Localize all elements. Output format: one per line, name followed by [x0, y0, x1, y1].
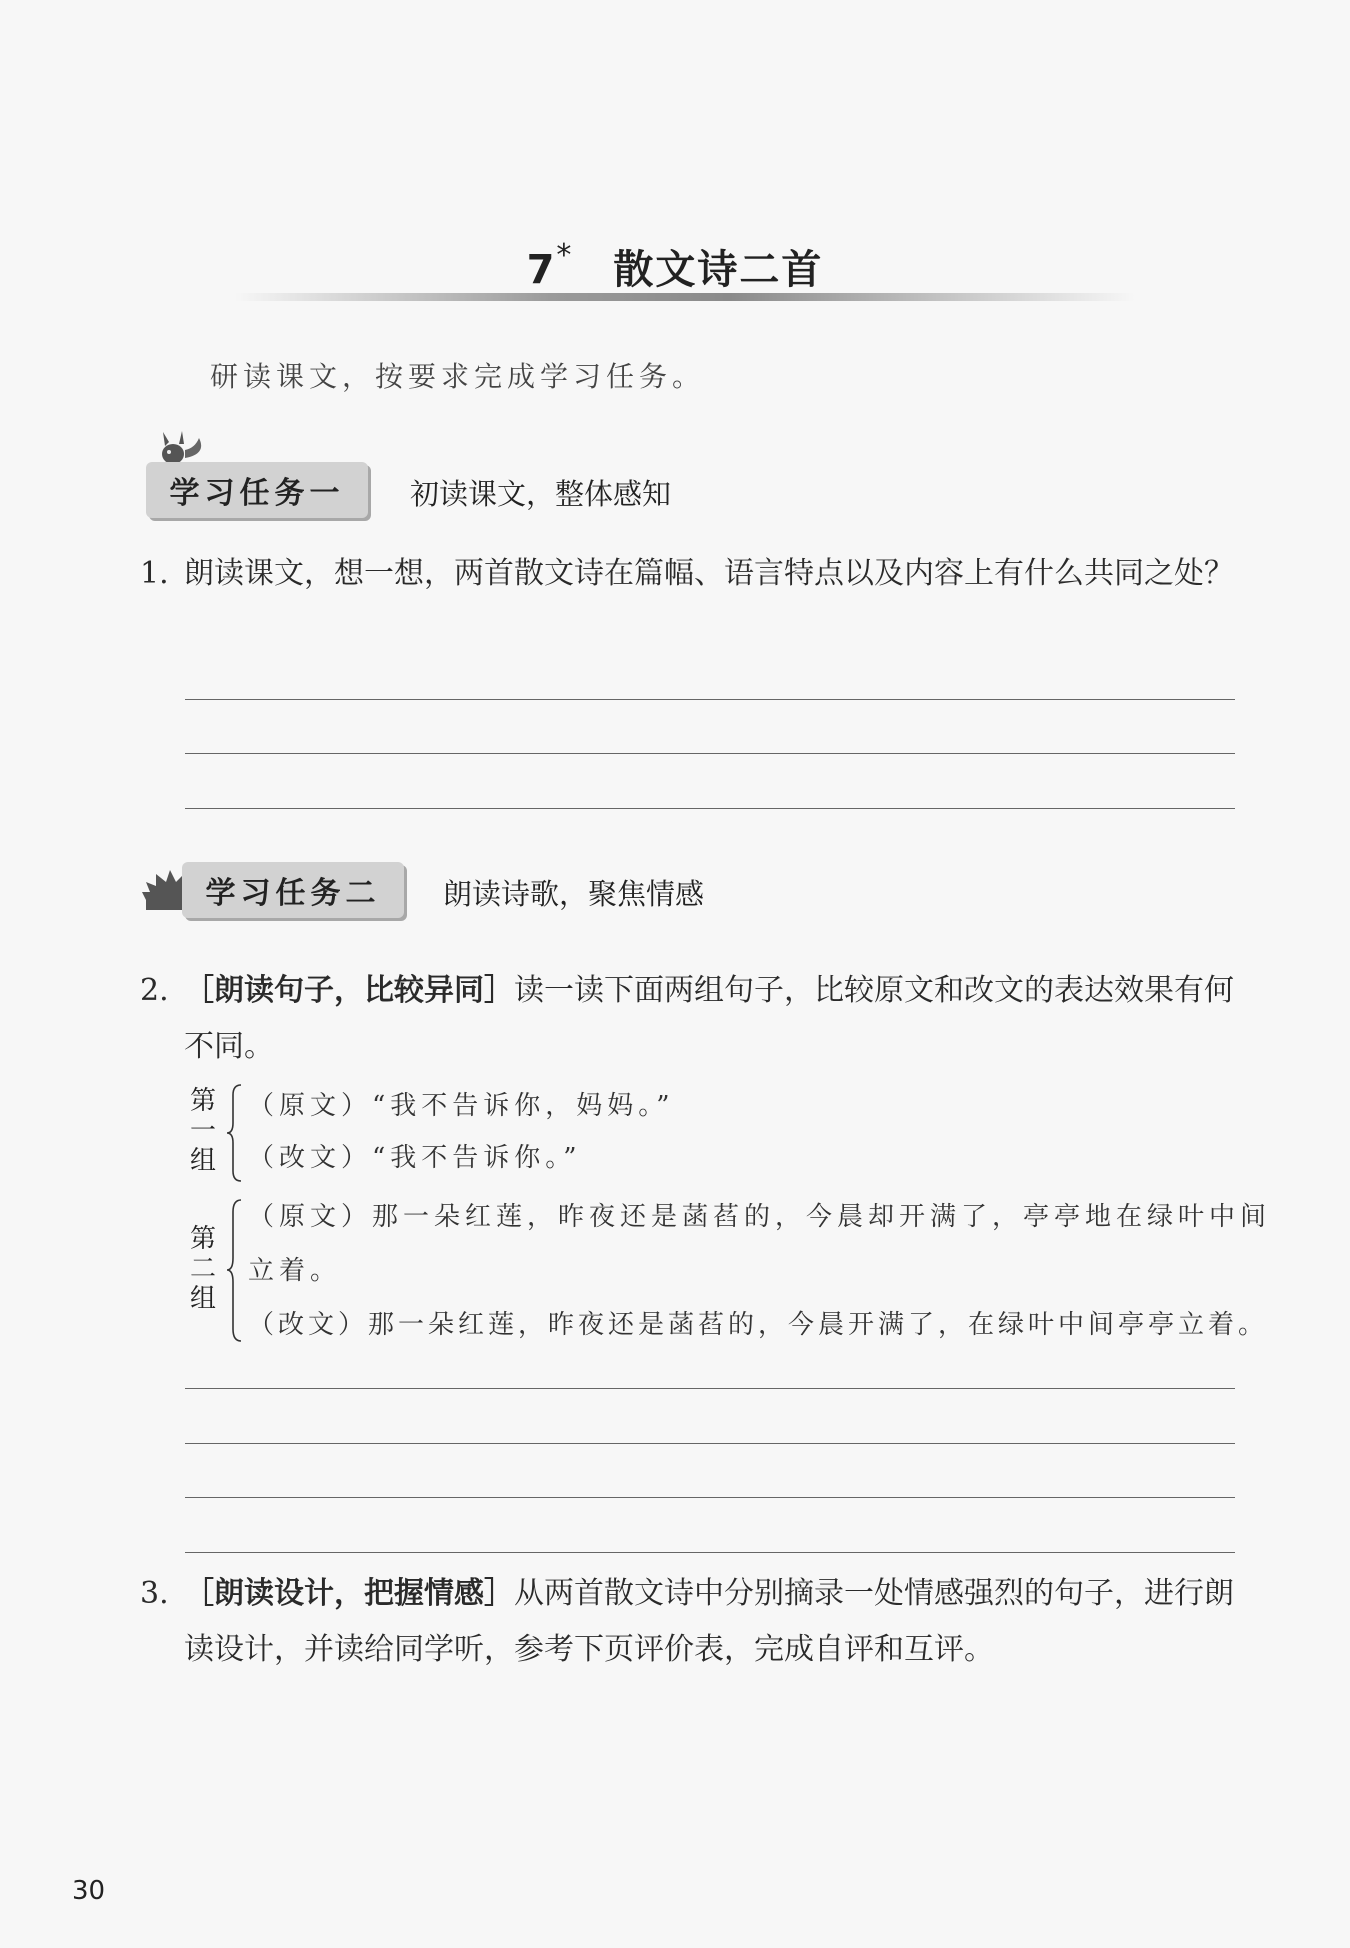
lesson-marker: * [556, 238, 574, 273]
question-number: 3. [140, 1576, 169, 1611]
group-one-original: （原文）“我不告诉你，妈妈。” [248, 1091, 675, 1121]
group-two-original-line2: 立着。 [248, 1256, 342, 1286]
question-tag: ［朗读句子，比较异同］ [184, 973, 514, 1008]
answer-line[interactable] [185, 753, 1235, 754]
lesson-title [0, 238, 1350, 295]
group-one-brace [225, 1083, 247, 1183]
answer-line[interactable] [185, 1552, 1235, 1553]
intro-instruction: 研读课文，按要求完成学习任务。 [210, 360, 706, 393]
group-one-label [188, 1086, 218, 1176]
group-two-brace [225, 1198, 247, 1343]
question-body: 从两首散文诗中分别摘录一处情感强烈的句子，进行朗读设计，并读给同学听，参考下页评价表，完成自评和互评。 [184, 1576, 1234, 1667]
group-label-char: 组 [189, 1146, 216, 1176]
answer-line[interactable] [185, 1443, 1235, 1444]
question-text [140, 963, 1235, 1075]
question-1 [140, 546, 1235, 602]
squirrel-icon [155, 428, 213, 466]
question-2 [140, 963, 1235, 1075]
question-number: 1. [140, 556, 169, 591]
question-3 [140, 1566, 1235, 1678]
task-one-badge: 学习任务一 [146, 462, 368, 518]
lesson-number: 7* [526, 238, 574, 293]
group-two-revised: （改文）那一朵红莲，昨夜还是菡萏的，今晨开满了，在绿叶中间亭亭立着。 [248, 1310, 1269, 1340]
page-number: 30 [72, 1876, 106, 1906]
question-body: 读一读下面两组句子，比较原文和改文的表达效果有何不同。 [184, 973, 1234, 1064]
task-two-badge: 学习任务二 [182, 862, 404, 918]
group-two-original-line1: （原文）那一朵红莲，昨夜还是菡萏的，今晨却开满了，亭亭地在绿叶中间 [248, 1202, 1272, 1232]
task-two-subtitle: 朗读诗歌，聚焦情感 [443, 877, 705, 911]
group-label-char: 二 [189, 1254, 216, 1284]
group-label-char: 第 [189, 1224, 216, 1254]
question-text [140, 1566, 1235, 1678]
title-underline [235, 293, 1135, 301]
lesson-title-text: 散文诗二首 [613, 247, 824, 293]
group-label-char: 组 [189, 1284, 216, 1314]
task-one-subtitle: 初读课文，整体感知 [410, 477, 672, 511]
answer-line[interactable] [185, 699, 1235, 700]
answer-line[interactable] [185, 808, 1235, 809]
group-label-char: 第 [189, 1086, 216, 1116]
task-one-header [140, 462, 740, 522]
task-two-header [140, 862, 790, 922]
question-tag: ［朗读设计，把握情感］ [184, 1576, 514, 1611]
answer-line[interactable] [185, 1388, 1235, 1389]
answer-line[interactable] [185, 1497, 1235, 1498]
group-one-revised: （改文）“我不告诉你。” [248, 1143, 582, 1173]
group-two-label [188, 1224, 218, 1314]
question-number: 2. [140, 973, 169, 1008]
question-text: 朗读课文，想一想，两首散文诗在篇幅、语言特点以及内容上有什么共同之处？ [184, 556, 1234, 591]
group-label-char: 一 [189, 1116, 216, 1146]
